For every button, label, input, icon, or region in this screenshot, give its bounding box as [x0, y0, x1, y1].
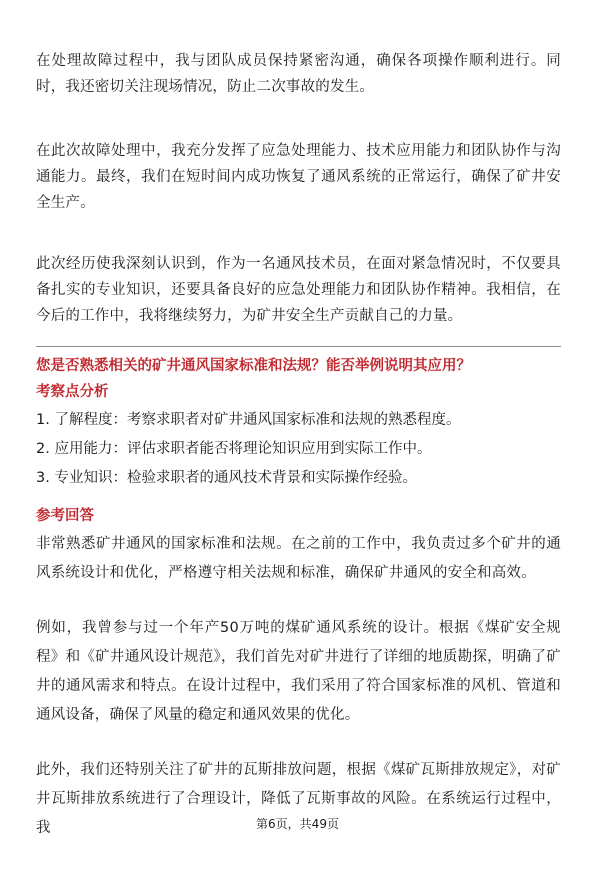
paragraph: 非常熟悉矿井通风的国家标准和法规。在之前的工作中，我负责过多个矿井的通风系统设计和优化，严格遵守相关法规和标准，确保矿井通风的安全和高效。 [36, 536, 561, 581]
question-heading: 您是否熟悉相关的矿井通风国家标准和法规？能否举例说明其应用？ [36, 358, 471, 374]
paragraph: 例如，我曾参与过一个年产50万吨的煤矿通风系统的设计。根据《煤矿安全规程》和《矿井通风设计规范》，我们首先对矿井进行了详细的地质勘探，明确了矿井的通风需求和特点。在设计过程中，我们采用了符合国家标准的风机、管道和通风设备，确保了风量的稳定和通风效果的优化。 [36, 620, 561, 723]
analysis-list [36, 406, 561, 493]
reference-title: 参考回答 [36, 508, 94, 524]
list-item: 1. 了解程度：考察求职者对矿井通风国家标准和法规的熟悉程度。 [36, 412, 461, 428]
paragraph: 此外，我们还特别关注了矿井的瓦斯排放问题，根据《煤矿瓦斯排放规定》，对矿井瓦斯排放系统进行了合理设计，降低了瓦斯事故的风险。在系统运行过程中，我 [36, 762, 561, 836]
paragraph: 在此次故障处理中，我充分发挥了应急处理能力、技术应用能力和团队协作与沟通能力。最终，我们在短时间内成功恢复了通风系统的正常运行，确保了矿井安全生产。 [36, 143, 561, 211]
paragraph: 在处理故障过程中，我与团队成员保持紧密沟通，确保各项操作顺利进行。同时，我还密切关注现场情况，防止二次事故的发生。 [36, 53, 561, 95]
analysis-title: 考察点分析 [36, 384, 109, 400]
section-divider [36, 346, 561, 347]
page-footer: 第6页，共49页 [256, 817, 339, 831]
paragraph: 此次经历使我深刻认识到，作为一名通风技术员，在面对紧急情况时，不仅要具备扎实的专业知识，还要具备良好的应急处理能力和团队协作精神。我相信，在今后的工作中，我将继续努力，为矿井安全生产贡献自己的力量。 [36, 256, 561, 324]
list-item: 3. 专业知识：检验求职者的通风技术背景和实际操作经验。 [36, 470, 417, 486]
list-item: 2. 应用能力：评估求职者能否将理论知识应用到实际工作中。 [36, 441, 432, 457]
